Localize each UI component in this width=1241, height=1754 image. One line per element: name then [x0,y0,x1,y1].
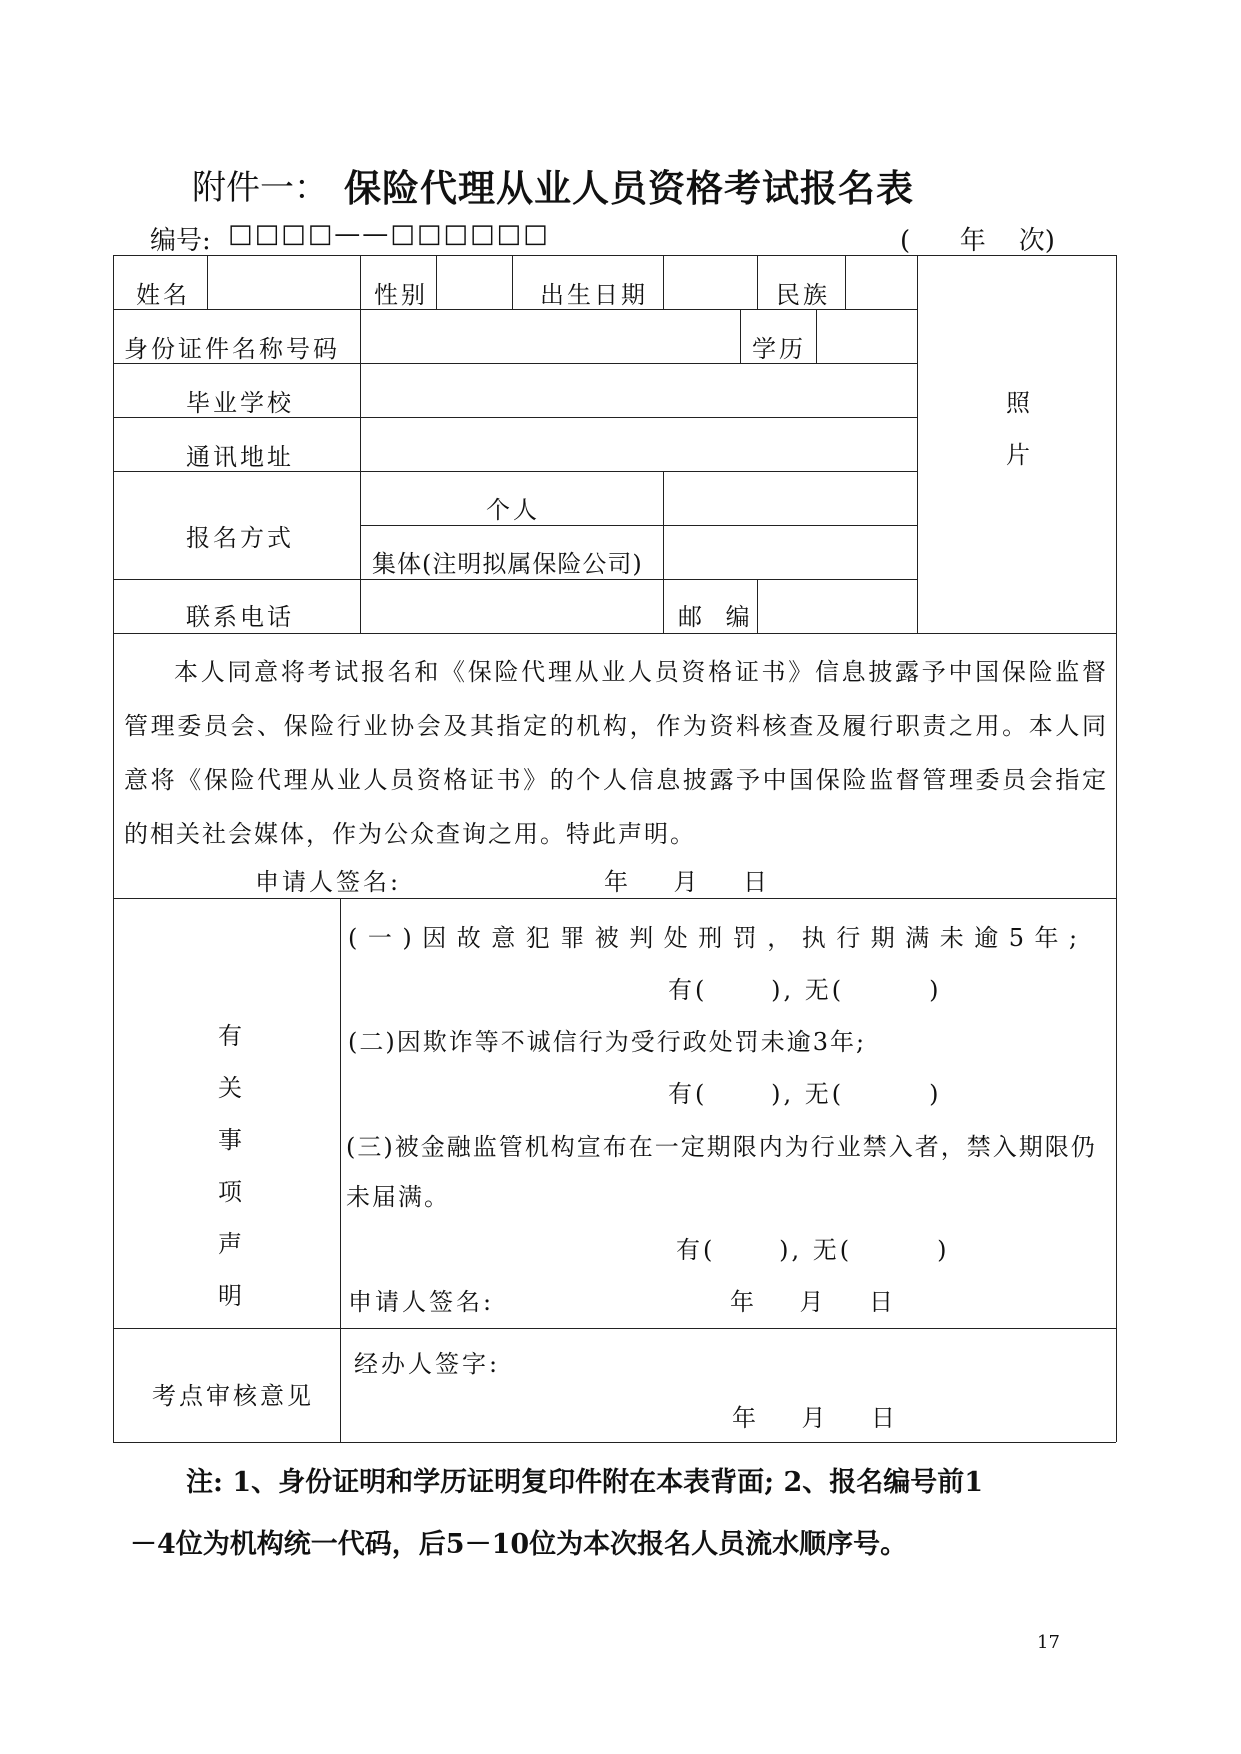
vertical-char: 声 [218,1230,242,1258]
phone-label: 联系电话 [186,603,294,631]
row-divider [113,898,1116,899]
vertical-char: 关 [218,1074,242,1102]
handler-signature-label: 经办人签字: [354,1350,501,1378]
number-boxes[interactable]: □□□□——□□□□□□ [228,219,550,249]
row-divider [360,525,917,526]
matter-item-2-answer[interactable]: 有( ), 无( ) [668,1080,942,1108]
col-divider [740,309,741,363]
vertical-char: 有 [218,1022,242,1050]
col-divider [663,255,664,309]
address-label: 通讯地址 [186,443,294,471]
education-label: 学历 [752,335,806,363]
name-label: 姓名 [136,281,190,309]
matters-vertical-label [215,1010,245,1322]
number-label: 编号: [150,226,211,256]
col-divider [512,255,513,309]
vertical-char: 事 [218,1126,242,1154]
footnote-line-1: 注: 1、身份证明和学历证明复印件附在本表背面; 2、报名编号前1 [186,1467,984,1498]
declaration-text: 本人同意将考试报名和《保险代理从业人员资格证书》信息披露予中国保险监督管理委员会、保险行业协会及其指定的机构，作为资料核查及履行职责之用。本人同意将《保险代理从业人员资格证书》的个人信息披露予中国保险监督管理委员会指定的相关社会媒体，作为公众查询之用。特此声明。 [124,658,1108,848]
page-title: 保险代理从业人员资格考试报名表 [344,166,914,210]
birth-date-label: 出生日期 [540,281,648,309]
attachment-label: 附件一： [192,168,328,208]
footnote-line-2: －4位为机构统一代码，后5－10位为本次报名人员流水顺序号。 [130,1529,908,1560]
col-divider [207,255,208,309]
postcode-label: 邮 编 [678,603,758,631]
matters-signature-label: 申请人签名: [348,1288,495,1316]
row-divider [113,579,917,580]
review-date: 年 月 日 [732,1404,899,1432]
individual-label: 个人 [486,496,540,524]
col-divider [360,255,361,633]
gender-label: 性别 [374,281,428,309]
matters-date: 年 月 日 [730,1288,897,1316]
signup-method-label: 报名方式 [186,524,294,552]
declaration-date: 年 月 日 [604,868,771,896]
school-label: 毕业学校 [186,389,294,417]
row-divider [113,1328,1116,1329]
matter-item-3: (三)被金融监管机构宣布在一定期限内为行业禁入者，禁入期限仍未届满。 [346,1133,1097,1211]
vertical-char: 明 [218,1282,242,1310]
page-number: 17 [1037,1632,1060,1653]
year-session-label: ( 年 次) [900,226,1055,256]
col-divider [436,255,437,309]
table-border-left [113,255,114,1442]
id-number-label: 身份证件名称号码 [124,335,340,363]
col-divider [816,309,817,363]
table-border-bottom [113,1442,1116,1443]
row-divider [113,633,1116,634]
col-divider [340,898,341,1442]
footnote [130,1452,1080,1576]
matter-item-1: (一)因故意犯罪被判处刑罚，执行期满未逾5年; [348,924,1088,952]
photo-label-1: 照 [1006,389,1033,417]
review-label: 考点审核意见 [152,1382,314,1410]
group-label: 集体(注明拟属保险公司) [372,550,643,578]
ethnicity-label: 民族 [776,281,830,309]
declaration-signature-label: 申请人签名: [255,868,402,896]
photo-divider [917,255,918,633]
col-divider [663,471,664,633]
col-divider [757,255,758,309]
matter-item-1-answer[interactable]: 有( ), 无( ) [668,976,942,1004]
table-border-top [113,255,1116,256]
vertical-char: 项 [218,1178,242,1206]
matter-item-2: (二)因欺诈等不诚信行为受行政处罚未逾3年; [348,1028,867,1056]
col-divider [845,255,846,309]
matter-item-3-answer[interactable]: 有( ), 无( ) [676,1236,950,1264]
photo-label-2: 片 [1006,441,1033,469]
table-border-right [1116,255,1117,1442]
